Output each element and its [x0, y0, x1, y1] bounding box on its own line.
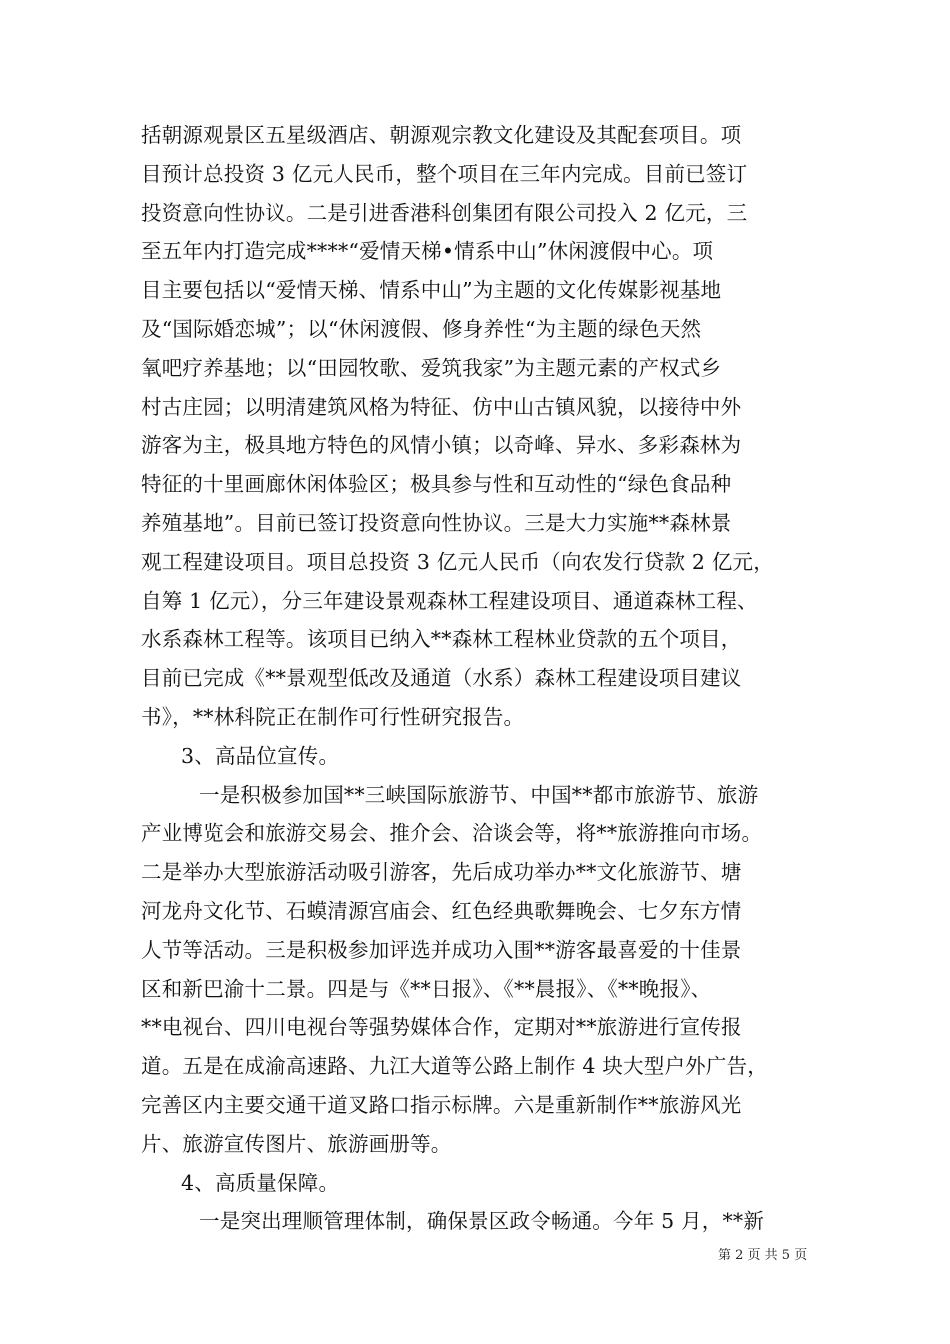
text-line: 村古庄园；以明清建筑风格为特征、仿中山古镇风貌，以接待中外: [141, 394, 742, 419]
text-line: 二是举办大型旅游活动吸引游客，先后成功举办**文化旅游节、塘: [141, 860, 742, 885]
text-line: 书》，**林科院正在制作可行性研究报告。: [141, 704, 525, 729]
text-line: 产业博览会和旅游交易会、推介会、洽谈会等，将**旅游推向市场。: [141, 821, 763, 846]
text-line: 片、旅游宣传图片、旅游画册等。: [141, 1131, 452, 1156]
text-line: 观工程建设项目。项目总投资 3 亿元人民币（向农发行贷款 2 亿元，: [141, 549, 774, 574]
text-line: 养殖基地”。目前已签订投资意向性协议。三是大力实施**森林景: [141, 510, 732, 535]
text-line: **电视台、四川电视台等强势媒体合作，定期对**旅游进行宣传报: [141, 1015, 742, 1040]
section-heading: 4、高质量保障。: [181, 1170, 340, 1195]
text-line: 目前已完成《**景观型低改及通道（水系）森林工程建设项目建议: [141, 666, 742, 691]
document-body: [141, 116, 821, 1241]
text-line: 人节等活动。三是积极参加评选并成功入围**游客最喜爱的十佳景: [141, 937, 742, 962]
text-line: 括朝源观景区五星级酒店、朝源观宗教文化建设及其配套项目。项: [141, 123, 742, 147]
text-line: 水系森林工程等。该项目已纳入**森林工程林业贷款的五个项目，: [141, 627, 742, 652]
text-line: 完善区内主要交通干道叉路口指示标牌。六是重新制作**旅游风光: [141, 1092, 742, 1117]
text-line: 氧吧疗养基地；以“田园牧歌、爱筑我家”为主题元素的产权式乡: [141, 355, 722, 380]
text-line: 自筹 1 亿元），分三年建设景观森林工程建设项目、通道森林工程、: [141, 588, 758, 613]
text-line: 道。五是在成渝高速路、九江大道等公路上制作 4 块大型户外广告，: [141, 1054, 768, 1079]
text-line: 河龙舟文化节、石蟆清源宫庙会、红色经典歌舞晚会、七夕东方情: [141, 898, 742, 923]
page-number-footer: 第 2 页 共 5 页: [718, 1248, 808, 1263]
text-line: 游客为主，极具地方特色的风情小镇；以奇峰、异水、多彩森林为: [141, 433, 742, 458]
text-line: 区和新巴渝十二景。四是与《**日报》、《**晨报》、《**晚报》、: [141, 976, 712, 1001]
paragraph-start-line: 一是积极参加国**三峡国际旅游节、中国**都市旅游节、旅游: [199, 782, 759, 807]
text-line: 至五年内打造完成****“爱情天梯•情系中山”休闲渡假中心。项: [141, 239, 714, 264]
text-line: 目主要包括以“爱情天梯、情系中山”为主题的文化传媒影视基地: [141, 278, 722, 303]
text-line: 特征的十里画廊休闲体验区；极具参与性和互动性的“绿色食品种: [141, 472, 732, 497]
text-line: 及“国际婚恋城”；以“休闲渡假、修身养性“为主题的绿色天然: [141, 316, 702, 341]
section-heading: 3、高品位宣传。: [181, 743, 340, 768]
text-line: 目预计总投资 3 亿元人民币，整个项目在三年内完成。目前已签订: [141, 161, 748, 186]
text-line: 投资意向性协议。二是引进香港科创集团有限公司投入 2 亿元，三: [141, 200, 748, 225]
paragraph-start-line: 一是突出理顺管理体制，确保景区政令畅通。今年 5 月，**新: [199, 1209, 765, 1234]
